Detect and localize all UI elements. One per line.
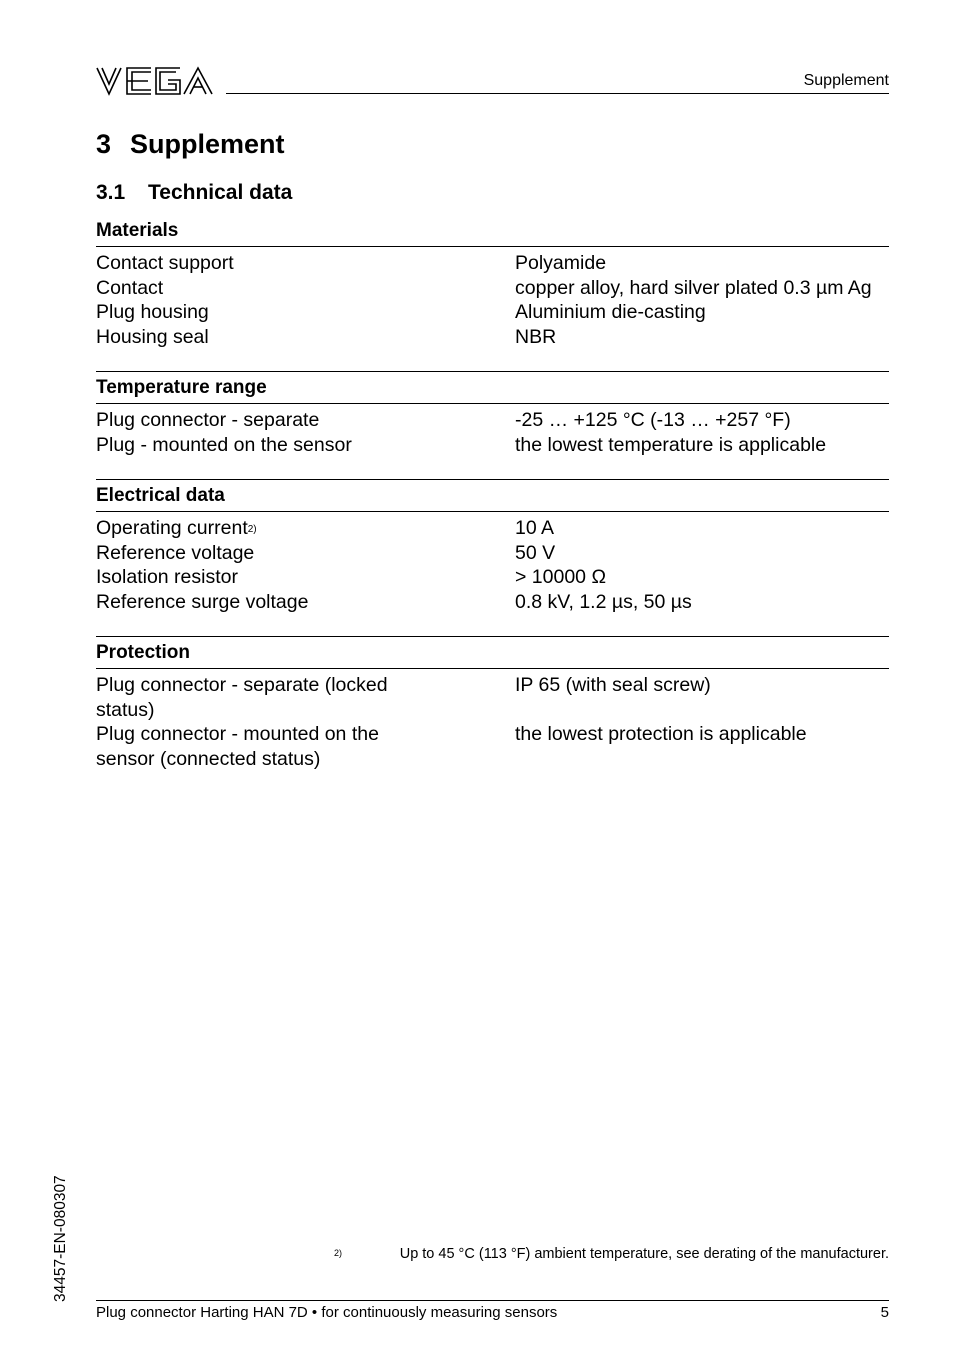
footnote-mark: 2)	[334, 1248, 343, 1258]
row-value: -25 … +125 °C (-13 … +257 °F)	[515, 409, 791, 431]
row-value: NBR	[515, 325, 557, 348]
section-divider	[96, 636, 889, 637]
row-label: Housing seal	[96, 325, 209, 348]
row-value: the lowest temperature is applicable	[515, 433, 827, 456]
footnote-text: Up to 45 °C (113 °F) ambient temperature, see derating of the manufacturer.	[399, 1246, 889, 1262]
header-section-label: Supplement	[803, 72, 889, 89]
row-label-text: Operating current	[96, 517, 248, 539]
table-row	[96, 541, 889, 566]
table-row	[96, 325, 889, 350]
table-row	[96, 276, 889, 301]
table-row	[96, 673, 889, 722]
table-row	[96, 433, 889, 458]
temperature-section	[96, 377, 889, 457]
row-label: Plug housing	[96, 301, 209, 323]
header-rule	[226, 93, 889, 94]
table-row	[96, 408, 889, 433]
row-value: Polyamide	[515, 252, 607, 274]
protection-section	[96, 642, 889, 771]
row-label: Reference surge voltage	[96, 590, 309, 613]
row-label-line: status)	[96, 698, 155, 721]
section-divider	[96, 479, 889, 480]
table-row	[96, 722, 889, 771]
section-title-temperature: Temperature range	[96, 377, 889, 404]
chapter-number: 3	[96, 129, 112, 159]
row-label	[96, 673, 515, 722]
row-label: Contact support	[96, 252, 234, 274]
section-divider	[96, 371, 889, 372]
row-label-line: sensor (connected status)	[96, 747, 321, 770]
table-row	[96, 300, 889, 325]
row-label: Plug connector - separate	[96, 409, 320, 431]
table-row	[96, 516, 889, 541]
row-value: Aluminium die-casting	[515, 301, 706, 323]
materials-section	[96, 220, 889, 349]
row-value: copper alloy, hard silver plated 0.3 µm Ag	[515, 276, 872, 299]
row-value: 0.8 kV, 1.2 µs, 50 µs	[515, 590, 692, 613]
row-value: 10 A	[515, 517, 555, 539]
page-number: 5	[880, 1304, 889, 1321]
row-value: > 10000 Ω	[515, 566, 607, 588]
electrical-section	[96, 485, 889, 614]
section-title-electrical: Electrical data	[96, 485, 889, 512]
footer-rule	[96, 1300, 889, 1301]
row-label: Contact	[96, 276, 164, 299]
chapter-title: Supplement	[130, 129, 285, 159]
row-label-line: Plug connector - separate (locked	[96, 674, 388, 696]
row-label-line: Plug connector - mounted on the	[96, 723, 379, 745]
table-row	[96, 565, 889, 590]
document-code: 34457-EN-080307	[52, 1175, 69, 1302]
subchapter-heading	[96, 181, 292, 205]
footer-title: Plug connector Harting HAN 7D • for continuously measuring sensors	[96, 1304, 558, 1321]
row-value: 50 V	[515, 541, 556, 564]
row-label: Reference voltage	[96, 541, 255, 564]
subchapter-number: 3.1	[96, 181, 126, 204]
vega-logo	[96, 66, 214, 96]
row-value: the lowest protection is applicable	[515, 723, 807, 745]
row-label	[96, 722, 515, 771]
table-row	[96, 590, 889, 615]
row-label	[96, 516, 515, 541]
section-title-materials: Materials	[96, 220, 889, 247]
row-label: Isolation resistor	[96, 566, 238, 588]
chapter-heading	[96, 129, 285, 160]
section-title-protection: Protection	[96, 642, 889, 669]
row-label: Plug - mounted on the sensor	[96, 433, 352, 456]
footnote-reference: 2)	[247, 524, 257, 535]
table-row	[96, 251, 889, 276]
subchapter-title: Technical data	[148, 181, 293, 204]
row-value: IP 65 (with seal screw)	[515, 674, 711, 696]
